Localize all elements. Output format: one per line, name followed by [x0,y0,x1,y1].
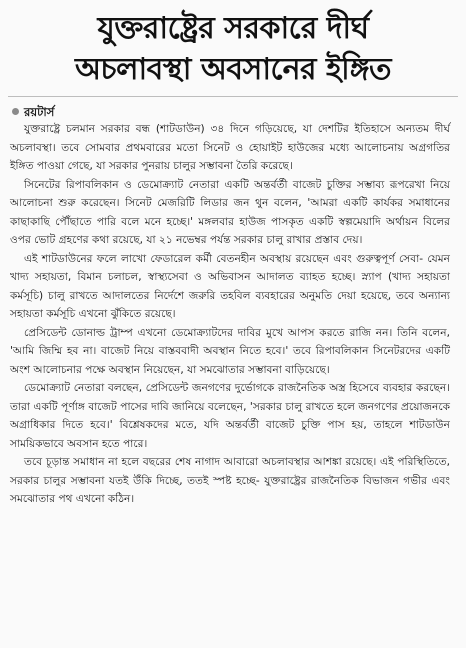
article-body [10,120,450,509]
paragraph-5: ডেমোক্র্যাট নেতারা বলছেন, প্রেসিডেন্ট জনগণের দুর্ভোগকে রাজনৈতিক অস্ত্র হিসেবে ব্যবহার করছেন। তারা একটি পূর্ণাঙ্গ বাজেট পাসের দাবি জানিয়ে বলেছেন, 'সরকার চালু রাখতে হলে জনগণের প্রয়োজনকে অগ্রাধিকার দিতে হবে।' বিশ্লেষকদের মতে, যদি অন্তর্বর্তী বাজেট চুক্তি পাস হয়, তাহলে শাটডাউন সাময়িকভাবে অবসান হতে পারে। [10,382,450,450]
byline [12,104,54,120]
paragraph-3: এই শাটডাউনের ফলে লাখো ফেডারেল কর্মী বেতনহীন অবস্থায় রয়েছেন এবং গুরুত্বপূর্ণ সেবা- যেমন খাদ্য সহায়তা, বিমান চলাচল, স্বাস্থ্যসেবা ও অভিবাসন আদালত ব্যাহত হচ্ছে। স্ন্যাপ (খাদ্য সহায়তা কর্মসূচি) চালু রাখতে আদালতের নির্দেশে জরুরি তহবিল ব্যবহারের অনুমতি দেয়া হয়েছে, তবে অন্যান্য সহায়তা কর্মসূচি এখনো ঝুঁকিতে রয়েছে। [10,252,450,320]
bullet-icon [12,108,19,115]
paragraph-4: প্রেসিডেন্ট ডোনাল্ড ট্রাম্প এখনো ডেমোক্র্যাটদের দাবির মুখে আপস করতে রাজি নন। তিনি বলেন, 'আমি জিম্মি হব না। বাজেট নিয়ে বাস্তববাদী অবস্থান নিতে হবে।' তবে রিপাবলিকান সিনেটরদের একটি অংশ আলোচনার পক্ষে অবস্থান নিয়েছেন, যা সমঝোতার সম্ভাবনা বাড়িয়েছে। [10,326,450,376]
headline-line-1: যুক্তরাষ্ট্রের সরকারে দীর্ঘ [97,11,369,46]
paragraph-6: তবে চূড়ান্ত সমাধান না হলে বছরের শেষ নাগাদ আবারো অচলাবস্থার আশঙ্কা রয়েছে। এই পরিস্থিতিতে, সরকার চালুর সম্ভাবনা যতই উঁকি দিচ্ছে, ততই স্পষ্ট হচ্ছে- যুক্তরাষ্ট্রের রাজনৈতিক বিভাজন গভীর এবং সমঝোতার পথ এখনো কঠিন। [10,456,450,505]
paragraph-1: যুক্তরাষ্ট্রে চলমান সরকার বন্ধ (শাটডাউন) ৩৪ দিনে গড়িয়েছে, যা দেশটির ইতিহাসে অন্যতম দীর্ঘ অচলাবস্থা। তবে সোমবার প্রথমবারের মতো সিনেট ও হোয়াইট হাউজের মধ্যে আলোচনায় অগ্রগতির ইঙ্গিত পাওয়া গেছে, যা সরকার পুনরায় চালুর সম্ভাবনা তৈরি করেছে। [10,123,450,172]
headline-line-2: অচলাবস্থা অবসানের ইঙ্গিত [74,52,392,87]
paragraph-2: সিনেটের রিপাবলিকান ও ডেমোক্র্যাট নেতারা একটি অন্তর্বর্তী বাজেট চুক্তির সম্ভাব্য রূপরেখা নিয়ে আলোচনা শুরু করেছেন। সিনেট মেজরিটি লিডার জন থুন বলেন, 'আমরা একটি কার্যকর সমাধানের কাছাকাছি পৌঁছাতে পারি বলে মনে হচ্ছে।' মঙ্গলবার হাউজ পাসকৃত একটি স্বল্পমেয়াদি অর্থায়ন বিলের ওপর ভোট গ্রহণের কথা রয়েছে, যা ২১ নভেম্বর পর্যন্ত সরকার চালু রাখার প্রস্তাব দেয়। [10,178,450,246]
source-label: রয়টার্স [24,105,55,119]
headline-divider [8,96,458,97]
article-headline [0,0,466,90]
